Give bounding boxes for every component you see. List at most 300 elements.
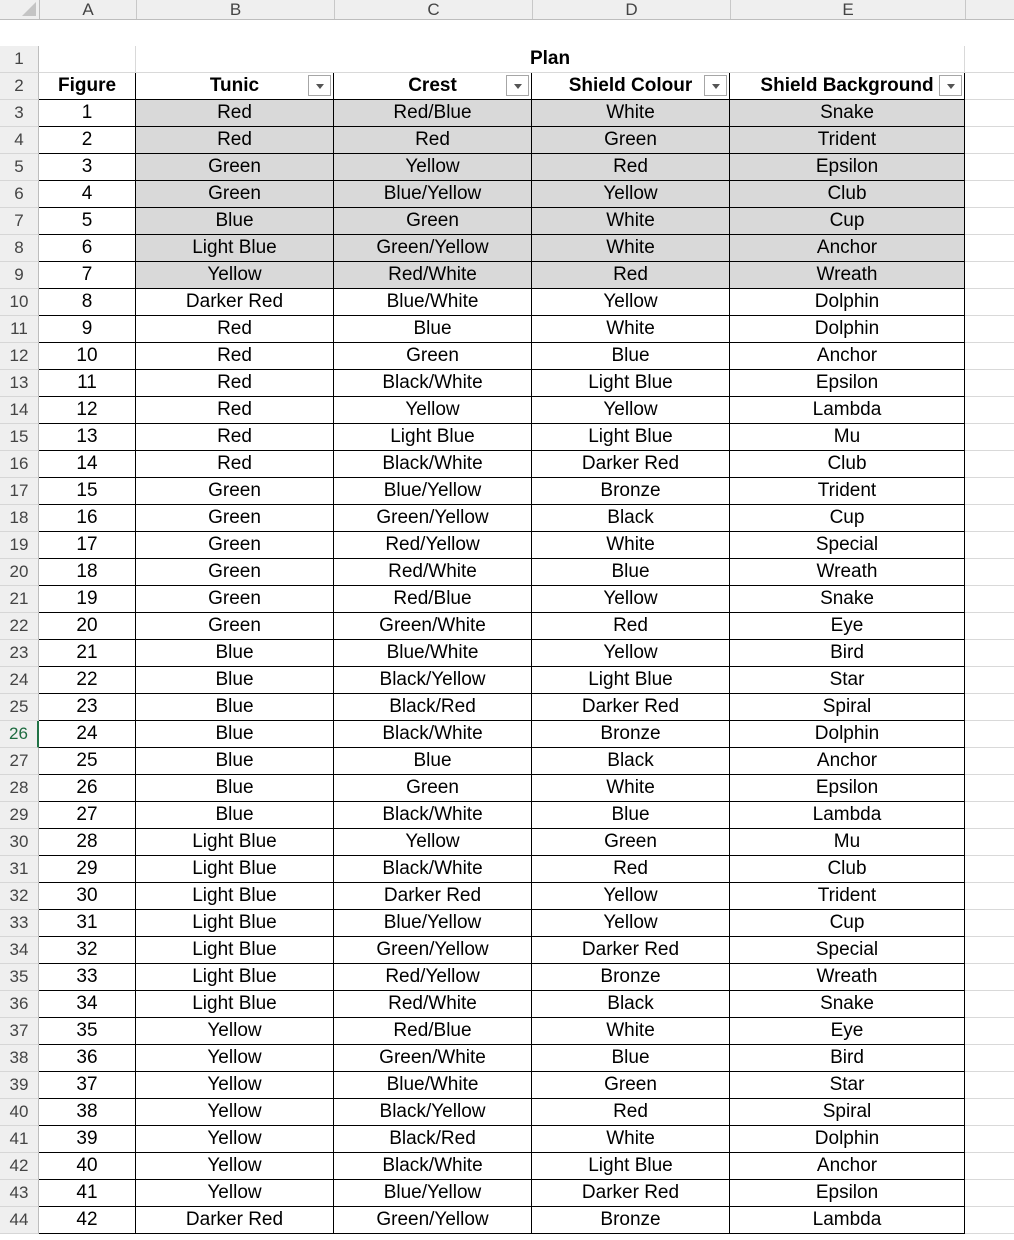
row-header[interactable]: 10 [0,289,39,316]
cell-figure[interactable]: 16 [39,505,136,532]
cell-figure[interactable]: 6 [39,235,136,262]
cell-f[interactable] [965,586,1014,613]
cell-f[interactable] [965,856,1014,883]
cell-shield-background[interactable]: Trident [730,883,965,910]
cell-f[interactable] [965,154,1014,181]
cell-shield-background[interactable]: Dolphin [730,721,965,748]
cell-shield-colour[interactable]: White [532,1126,730,1153]
cell-crest[interactable]: Green [334,775,532,802]
cell-shield-background[interactable]: Anchor [730,1153,965,1180]
cell-shield-colour[interactable]: Black [532,748,730,775]
cell-shield-background[interactable]: Trident [730,478,965,505]
cell-shield-background[interactable]: Lambda [730,802,965,829]
cell-figure[interactable]: 3 [39,154,136,181]
row-header[interactable]: 13 [0,370,39,397]
cell-shield-colour[interactable]: Yellow [532,586,730,613]
cell-shield-colour[interactable]: White [532,532,730,559]
cell-crest[interactable]: Yellow [334,397,532,424]
cell-crest[interactable]: Yellow [334,829,532,856]
cell-f[interactable] [965,1153,1014,1180]
cell-figure[interactable]: 17 [39,532,136,559]
cell-figure[interactable]: 36 [39,1045,136,1072]
cell-f[interactable] [965,802,1014,829]
row-header[interactable]: 33 [0,910,39,937]
row-header[interactable]: 35 [0,964,39,991]
cell-shield-background[interactable]: Spiral [730,1099,965,1126]
row-header[interactable]: 32 [0,883,39,910]
row-header[interactable]: 41 [0,1126,39,1153]
cell-shield-colour[interactable]: White [532,775,730,802]
cell-crest[interactable]: Yellow [334,154,532,181]
cell-shield-background[interactable]: Star [730,667,965,694]
cell-shield-background[interactable]: Mu [730,829,965,856]
cell-shield-colour[interactable]: Red [532,856,730,883]
cell-shield-colour[interactable]: Bronze [532,478,730,505]
cell-shield-colour[interactable]: Blue [532,802,730,829]
row-header[interactable]: 42 [0,1153,39,1180]
row-header[interactable]: 1 [0,46,39,73]
row-header[interactable]: 21 [0,586,39,613]
column-header-b[interactable]: B [137,0,335,19]
cell-shield-colour[interactable]: Blue [532,343,730,370]
row-header[interactable]: 44 [0,1207,39,1234]
cell-shield-colour[interactable]: Light Blue [532,667,730,694]
cell-figure[interactable]: 19 [39,586,136,613]
cell-tunic[interactable]: Light Blue [136,856,334,883]
cell-shield-background[interactable]: Bird [730,640,965,667]
cell-crest[interactable]: Black/White [334,370,532,397]
cell-shield-background[interactable]: Club [730,856,965,883]
cell-shield-colour[interactable]: Darker Red [532,937,730,964]
cell-figure[interactable]: 8 [39,289,136,316]
cell-tunic[interactable]: Yellow [136,1018,334,1045]
cell-shield-colour[interactable]: Red [532,262,730,289]
row-header[interactable]: 5 [0,154,39,181]
cell-f[interactable] [965,208,1014,235]
cell-crest[interactable]: Red/Blue [334,100,532,127]
cell-crest[interactable]: Light Blue [334,424,532,451]
row-header[interactable]: 3 [0,100,39,127]
cell-shield-background[interactable]: Bird [730,1045,965,1072]
cell-f[interactable] [965,262,1014,289]
cell-tunic[interactable]: Light Blue [136,910,334,937]
cell-tunic[interactable]: Red [136,127,334,154]
cell-f[interactable] [965,1045,1014,1072]
cell-tunic[interactable]: Light Blue [136,235,334,262]
cell-figure[interactable]: 18 [39,559,136,586]
cell-crest[interactable]: Black/Red [334,1126,532,1153]
cell-figure[interactable]: 30 [39,883,136,910]
cell-shield-colour[interactable]: Bronze [532,1207,730,1234]
cell-tunic[interactable]: Yellow [136,1099,334,1126]
row-header[interactable]: 37 [0,1018,39,1045]
cell-f[interactable] [965,100,1014,127]
cell-figure[interactable]: 27 [39,802,136,829]
cell-figure[interactable]: 12 [39,397,136,424]
row-header[interactable]: 31 [0,856,39,883]
row-header[interactable]: 36 [0,991,39,1018]
row-header[interactable]: 26 [0,721,39,748]
cell-tunic[interactable]: Green [136,505,334,532]
cell-f[interactable] [965,1207,1014,1234]
cell-shield-background[interactable]: Lambda [730,1207,965,1234]
cell-shield-background[interactable]: Dolphin [730,316,965,343]
cell-figure[interactable]: 4 [39,181,136,208]
cell-crest[interactable]: Black/White [334,802,532,829]
cell-tunic[interactable]: Light Blue [136,829,334,856]
cell-crest[interactable]: Blue/White [334,640,532,667]
cell-crest[interactable]: Green/Yellow [334,1207,532,1234]
cell-tunic[interactable]: Red [136,370,334,397]
cell-figure[interactable]: 35 [39,1018,136,1045]
cell-crest[interactable]: Black/Yellow [334,1099,532,1126]
cell-f[interactable] [965,532,1014,559]
cell-shield-colour[interactable]: Darker Red [532,1180,730,1207]
cell-tunic[interactable]: Blue [136,694,334,721]
cell-tunic[interactable]: Yellow [136,1153,334,1180]
cell-tunic[interactable]: Red [136,424,334,451]
row-header[interactable]: 34 [0,937,39,964]
cell-shield-background[interactable]: Eye [730,613,965,640]
cell-tunic[interactable]: Green [136,532,334,559]
cell-figure[interactable]: 28 [39,829,136,856]
cell-f[interactable] [965,964,1014,991]
column-header-f[interactable] [966,0,1014,19]
cell-shield-background[interactable]: Trident [730,127,965,154]
cell-shield-colour[interactable]: Black [532,505,730,532]
cell-f[interactable] [965,937,1014,964]
cell-crest[interactable]: Blue/White [334,1072,532,1099]
cell-f[interactable] [965,127,1014,154]
cell-tunic[interactable]: Yellow [136,1045,334,1072]
cell-shield-colour[interactable]: Green [532,1072,730,1099]
cell-crest[interactable]: Black/White [334,721,532,748]
cell-figure[interactable]: 14 [39,451,136,478]
cell-f[interactable] [965,829,1014,856]
cell-tunic[interactable]: Red [136,451,334,478]
cell-crest[interactable]: Red/Yellow [334,532,532,559]
row-header[interactable]: 8 [0,235,39,262]
filter-dropdown-icon[interactable] [308,75,331,96]
cell-shield-background[interactable]: Cup [730,910,965,937]
cell-figure[interactable]: 33 [39,964,136,991]
cell-figure[interactable]: 26 [39,775,136,802]
cell-f[interactable] [965,721,1014,748]
cell-tunic[interactable]: Yellow [136,1072,334,1099]
cell-shield-background[interactable]: Cup [730,505,965,532]
cell-crest[interactable]: Red/White [334,262,532,289]
cell-crest[interactable]: Red/Blue [334,1018,532,1045]
cell-f[interactable] [965,316,1014,343]
cell-shield-background[interactable]: Dolphin [730,1126,965,1153]
column-header-a[interactable]: A [40,0,137,19]
row-header[interactable]: 40 [0,1099,39,1126]
cell-crest[interactable]: Red/White [334,559,532,586]
cell-shield-background[interactable]: Wreath [730,559,965,586]
cell-shield-background[interactable]: Special [730,532,965,559]
cell-f[interactable] [965,181,1014,208]
cell-tunic[interactable]: Yellow [136,1180,334,1207]
cell-tunic[interactable]: Light Blue [136,883,334,910]
cell-shield-colour[interactable]: White [532,208,730,235]
cell-f[interactable] [965,370,1014,397]
row-header[interactable]: 22 [0,613,39,640]
cell-shield-colour[interactable]: Green [532,829,730,856]
cell-tunic[interactable]: Blue [136,208,334,235]
cell-shield-colour[interactable]: Darker Red [532,694,730,721]
select-all-corner[interactable] [0,0,40,19]
plan-title[interactable]: Plan [136,46,965,73]
cell-figure[interactable]: 37 [39,1072,136,1099]
row-header[interactable]: 27 [0,748,39,775]
cell-tunic[interactable]: Light Blue [136,964,334,991]
cell-crest[interactable]: Green/Yellow [334,505,532,532]
cell-tunic[interactable]: Red [136,397,334,424]
cell-shield-colour[interactable]: Red [532,154,730,181]
cell-figure[interactable]: 38 [39,1099,136,1126]
cell-shield-colour[interactable]: Blue [532,559,730,586]
cell-shield-background[interactable]: Snake [730,991,965,1018]
cell-crest[interactable]: Green/White [334,1045,532,1072]
row-header[interactable]: 7 [0,208,39,235]
cell-figure[interactable]: 23 [39,694,136,721]
cell-crest[interactable]: Black/Yellow [334,667,532,694]
cell-figure[interactable]: 21 [39,640,136,667]
filter-dropdown-icon[interactable] [506,75,529,96]
cell-f[interactable] [965,883,1014,910]
cell-shield-colour[interactable]: Bronze [532,964,730,991]
row-header[interactable]: 43 [0,1180,39,1207]
cell-tunic[interactable]: Blue [136,775,334,802]
cell-tunic[interactable]: Blue [136,640,334,667]
cell-figure[interactable]: 22 [39,667,136,694]
cell-figure[interactable]: 32 [39,937,136,964]
cell-crest[interactable]: Darker Red [334,883,532,910]
cell-shield-colour[interactable]: Darker Red [532,451,730,478]
cell-shield-colour[interactable]: Blue [532,1045,730,1072]
cell-shield-colour[interactable]: Bronze [532,721,730,748]
cell-shield-background[interactable]: Wreath [730,262,965,289]
row-header[interactable]: 24 [0,667,39,694]
row-header[interactable]: 23 [0,640,39,667]
cell-figure[interactable]: 7 [39,262,136,289]
cell-f[interactable] [965,910,1014,937]
filter-dropdown-icon[interactable] [939,75,962,96]
cell-tunic[interactable]: Green [136,559,334,586]
cell-f[interactable] [965,775,1014,802]
header-shield-background[interactable] [730,73,965,100]
cell-f[interactable] [965,235,1014,262]
cell-f2[interactable] [965,73,1014,100]
header-tunic[interactable] [136,73,334,100]
cell-shield-background[interactable]: Lambda [730,397,965,424]
cell-shield-background[interactable]: Anchor [730,343,965,370]
cell-figure[interactable]: 42 [39,1207,136,1234]
row-header[interactable]: 6 [0,181,39,208]
cell-a1[interactable] [39,46,136,73]
cell-figure[interactable]: 9 [39,316,136,343]
cell-crest[interactable]: Blue/Yellow [334,181,532,208]
cell-crest[interactable]: Black/White [334,451,532,478]
cell-shield-colour[interactable]: Yellow [532,181,730,208]
cell-shield-background[interactable]: Cup [730,208,965,235]
column-header-c[interactable]: C [335,0,533,19]
cell-shield-colour[interactable]: Light Blue [532,424,730,451]
cell-figure[interactable]: 34 [39,991,136,1018]
row-header[interactable]: 2 [0,73,39,100]
row-header[interactable]: 15 [0,424,39,451]
cell-shield-colour[interactable]: Black [532,991,730,1018]
cell-shield-background[interactable]: Epsilon [730,775,965,802]
cell-shield-background[interactable]: Special [730,937,965,964]
cell-figure[interactable]: 24 [39,721,136,748]
cell-f[interactable] [965,694,1014,721]
cell-shield-colour[interactable]: White [532,316,730,343]
cell-f[interactable] [965,1099,1014,1126]
cell-tunic[interactable]: Darker Red [136,1207,334,1234]
cell-shield-colour[interactable]: Yellow [532,397,730,424]
cell-figure[interactable]: 40 [39,1153,136,1180]
cell-shield-colour[interactable]: Green [532,127,730,154]
cell-crest[interactable]: Black/White [334,856,532,883]
cell-crest[interactable]: Red/White [334,991,532,1018]
cell-figure[interactable]: 13 [39,424,136,451]
row-header[interactable]: 38 [0,1045,39,1072]
cell-tunic[interactable]: Green [136,613,334,640]
row-header[interactable]: 30 [0,829,39,856]
cell-figure[interactable]: 10 [39,343,136,370]
column-header-d[interactable]: D [533,0,731,19]
cell-f[interactable] [965,1126,1014,1153]
cell-figure[interactable]: 25 [39,748,136,775]
cell-crest[interactable]: Green/White [334,613,532,640]
cell-shield-background[interactable]: Epsilon [730,154,965,181]
cell-tunic[interactable]: Red [136,100,334,127]
cell-crest[interactable]: Blue [334,748,532,775]
cell-shield-colour[interactable]: Red [532,1099,730,1126]
cell-f[interactable] [965,505,1014,532]
cell-figure[interactable]: 31 [39,910,136,937]
cell-f[interactable] [965,343,1014,370]
cell-figure[interactable]: 1 [39,100,136,127]
row-header[interactable]: 29 [0,802,39,829]
cell-f[interactable] [965,1018,1014,1045]
cell-shield-background[interactable]: Snake [730,100,965,127]
cell-shield-colour[interactable]: Yellow [532,289,730,316]
cell-tunic[interactable]: Light Blue [136,937,334,964]
cell-shield-colour[interactable]: Light Blue [532,370,730,397]
cell-tunic[interactable]: Green [136,586,334,613]
cell-figure[interactable]: 11 [39,370,136,397]
cell-shield-background[interactable]: Eye [730,1018,965,1045]
cell-tunic[interactable]: Green [136,181,334,208]
cell-crest[interactable]: Green [334,208,532,235]
cell-shield-colour[interactable]: White [532,1018,730,1045]
cell-shield-background[interactable]: Anchor [730,748,965,775]
cell-tunic[interactable]: Blue [136,721,334,748]
cell-tunic[interactable]: Blue [136,667,334,694]
cell-f[interactable] [965,613,1014,640]
row-header[interactable]: 12 [0,343,39,370]
cell-tunic[interactable]: Green [136,154,334,181]
cell-shield-colour[interactable]: White [532,100,730,127]
cell-crest[interactable]: Red/Yellow [334,964,532,991]
cell-shield-background[interactable]: Epsilon [730,370,965,397]
row-header[interactable]: 19 [0,532,39,559]
cell-shield-colour[interactable]: Light Blue [532,1153,730,1180]
cell-crest[interactable]: Blue/Yellow [334,478,532,505]
cell-f1[interactable] [965,46,1014,73]
cell-shield-background[interactable]: Mu [730,424,965,451]
cell-f[interactable] [965,991,1014,1018]
column-header-e[interactable]: E [731,0,966,19]
cell-f[interactable] [965,397,1014,424]
header-figure[interactable]: Figure [39,73,136,100]
cell-crest[interactable]: Red/Blue [334,586,532,613]
cell-tunic[interactable]: Yellow [136,1126,334,1153]
cell-f[interactable] [965,1072,1014,1099]
cell-figure[interactable]: 29 [39,856,136,883]
cell-tunic[interactable]: Blue [136,802,334,829]
cell-tunic[interactable]: Red [136,343,334,370]
cell-crest[interactable]: Blue/Yellow [334,1180,532,1207]
cell-f[interactable] [965,1180,1014,1207]
row-header[interactable]: 9 [0,262,39,289]
cell-f[interactable] [965,640,1014,667]
cell-crest[interactable]: Blue/Yellow [334,910,532,937]
cell-f[interactable] [965,451,1014,478]
cell-shield-background[interactable]: Dolphin [730,289,965,316]
row-header[interactable]: 17 [0,478,39,505]
cell-figure[interactable]: 5 [39,208,136,235]
cell-shield-background[interactable]: Epsilon [730,1180,965,1207]
cell-shield-colour[interactable]: Yellow [532,883,730,910]
cell-crest[interactable]: Blue/White [334,289,532,316]
cell-tunic[interactable]: Red [136,316,334,343]
cell-figure[interactable]: 39 [39,1126,136,1153]
cell-tunic[interactable]: Light Blue [136,991,334,1018]
row-header[interactable]: 16 [0,451,39,478]
cell-tunic[interactable]: Blue [136,748,334,775]
cell-crest[interactable]: Green [334,343,532,370]
cell-shield-colour[interactable]: Red [532,613,730,640]
row-header[interactable]: 25 [0,694,39,721]
cell-crest[interactable]: Blue [334,316,532,343]
cell-shield-colour[interactable]: Yellow [532,640,730,667]
cell-shield-colour[interactable]: Yellow [532,910,730,937]
cell-figure[interactable]: 41 [39,1180,136,1207]
cell-shield-background[interactable]: Wreath [730,964,965,991]
row-header[interactable]: 28 [0,775,39,802]
cell-shield-background[interactable]: Anchor [730,235,965,262]
cell-f[interactable] [965,424,1014,451]
cell-crest[interactable]: Black/White [334,1153,532,1180]
cell-shield-background[interactable]: Club [730,181,965,208]
header-crest[interactable] [334,73,532,100]
row-header[interactable]: 14 [0,397,39,424]
cell-tunic[interactable]: Green [136,478,334,505]
row-header[interactable]: 18 [0,505,39,532]
cell-f[interactable] [965,559,1014,586]
cell-crest[interactable]: Green/Yellow [334,235,532,262]
cell-shield-background[interactable]: Spiral [730,694,965,721]
row-header[interactable]: 4 [0,127,39,154]
filter-dropdown-icon[interactable] [704,75,727,96]
cell-f[interactable] [965,478,1014,505]
row-header[interactable]: 39 [0,1072,39,1099]
row-header[interactable]: 20 [0,559,39,586]
cell-tunic[interactable]: Darker Red [136,289,334,316]
